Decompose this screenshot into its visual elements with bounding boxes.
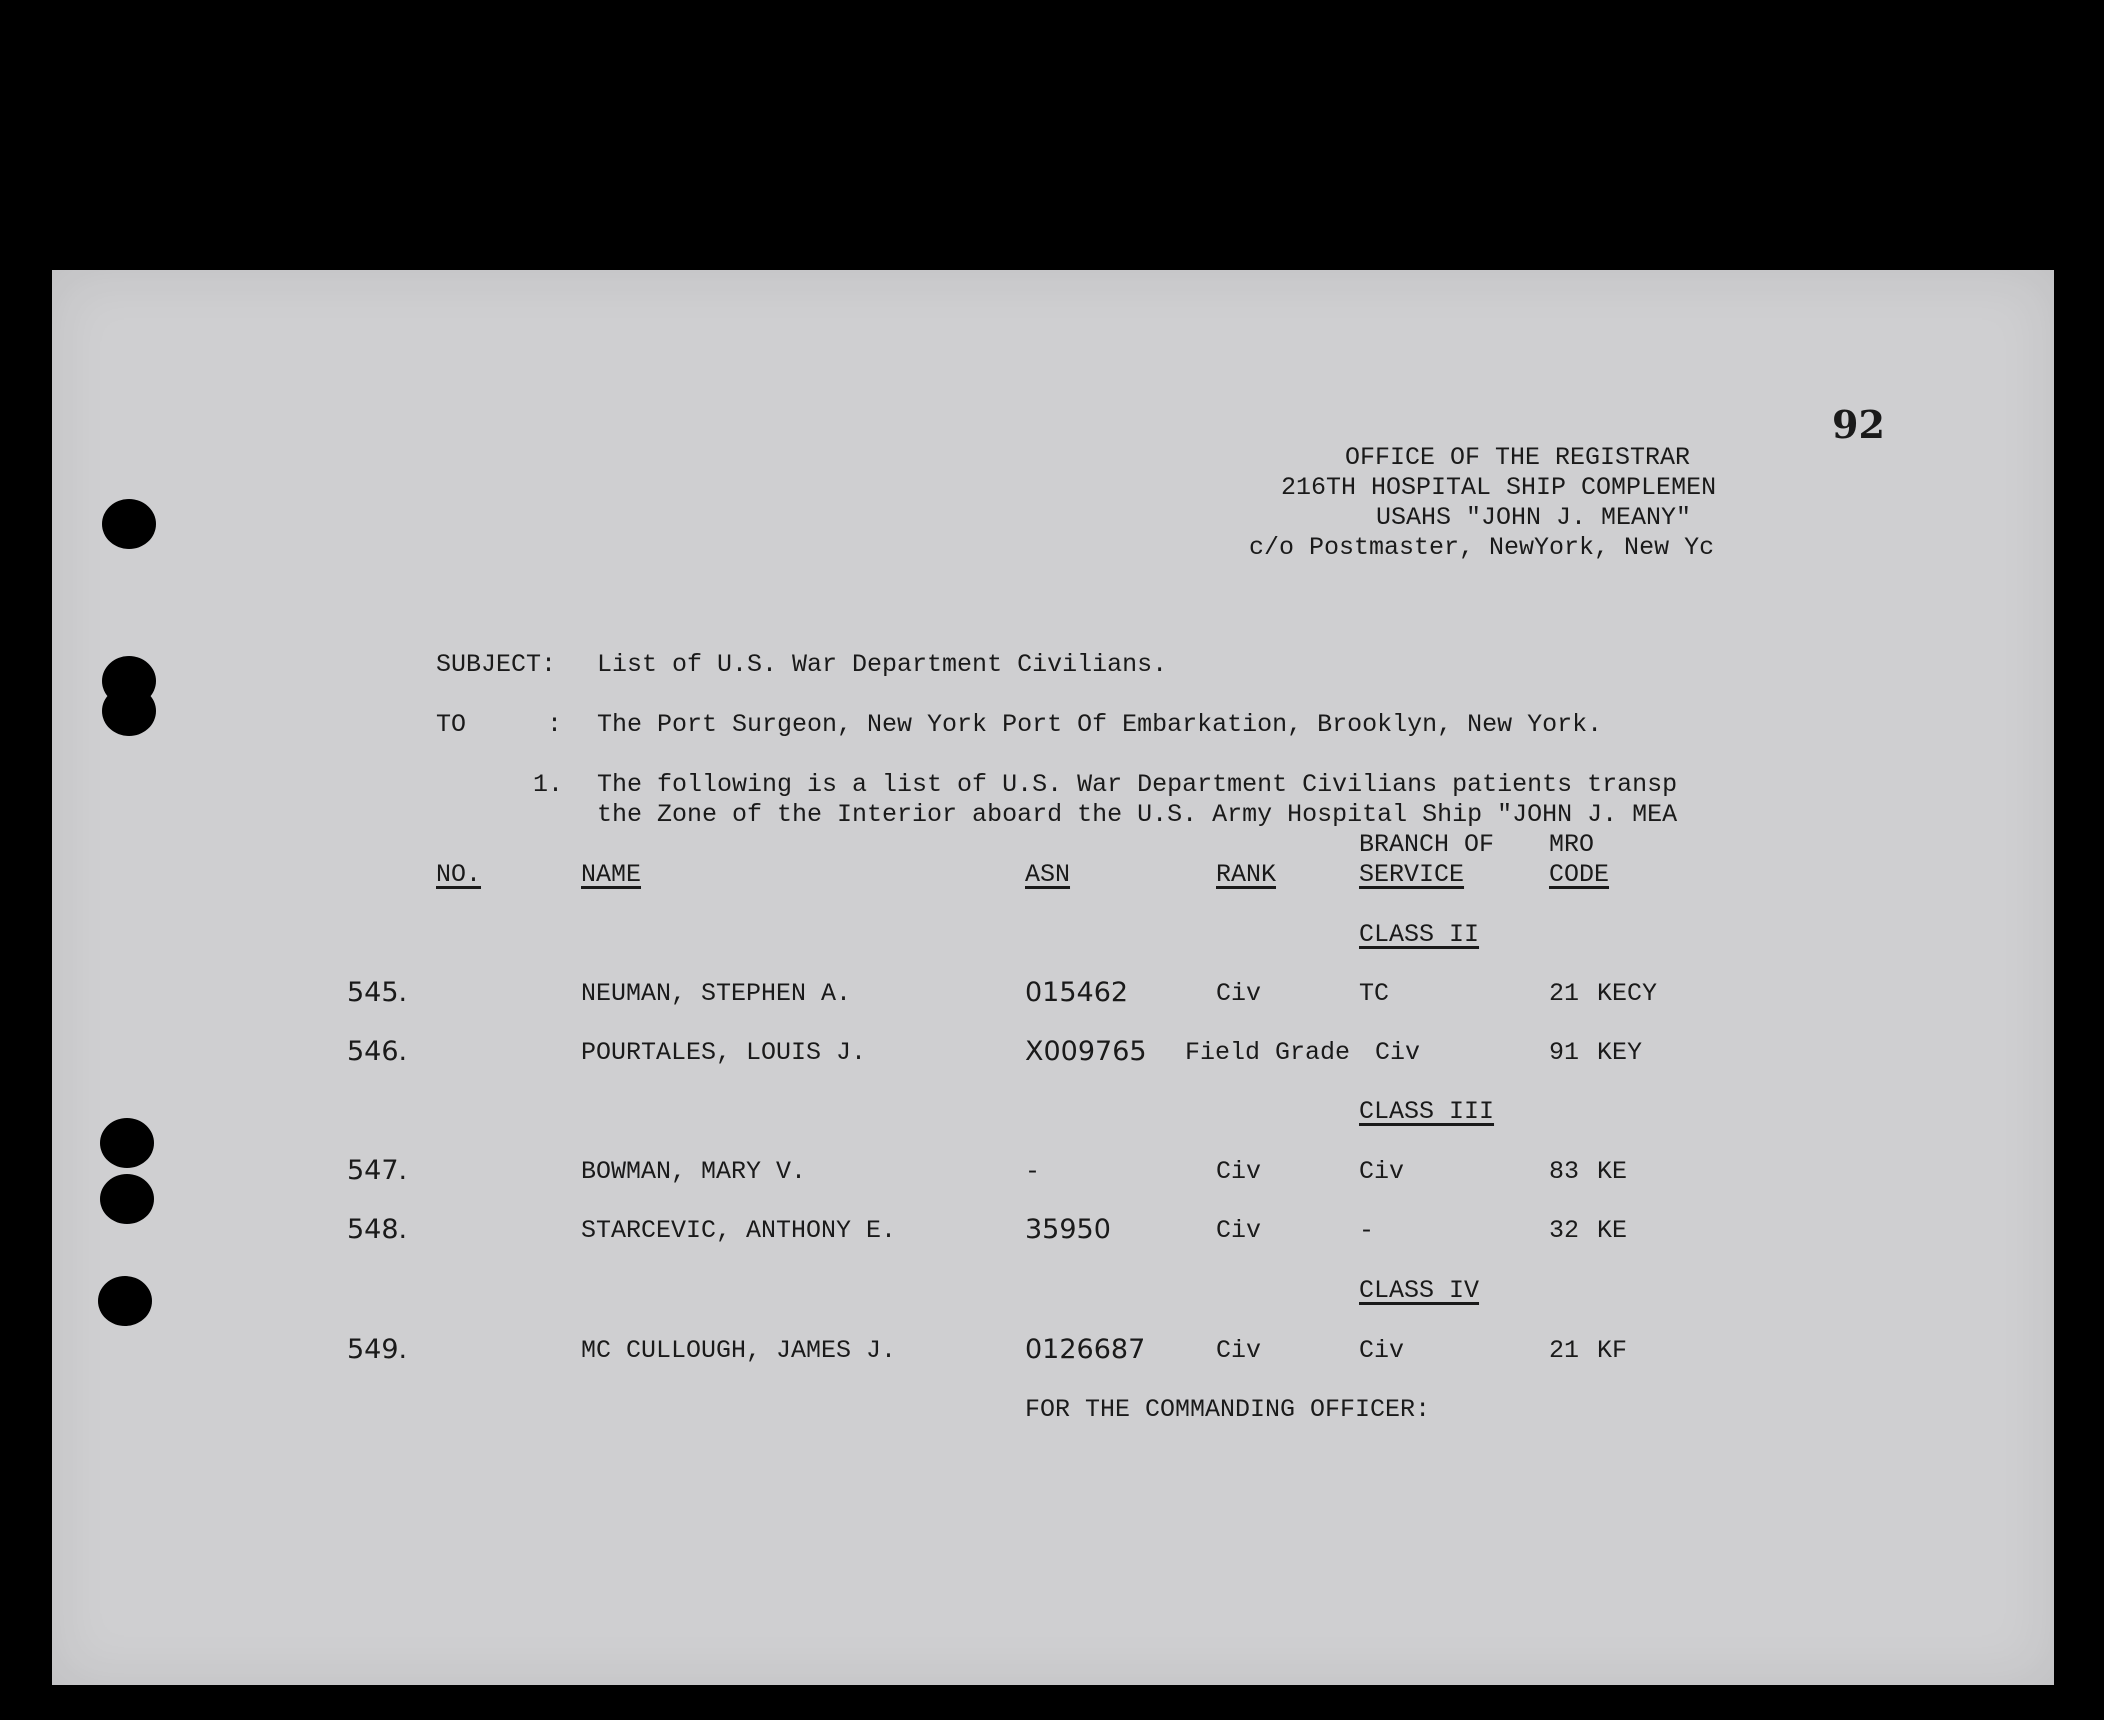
row-name: STARCEVIC, ANTHONY E. — [581, 1216, 897, 1245]
column-header-rank: RANK — [1216, 860, 1277, 889]
column-header-mro-bottom: CODE — [1549, 860, 1610, 889]
binder-hole — [100, 1174, 154, 1224]
paragraph-line-2: the Zone of the Interior aboard the U.S. Army Hospital Ship "JOHN J. MEA — [597, 800, 1678, 829]
subject-text: List of U.S. War Department Civilians. — [597, 650, 1168, 679]
class-heading: CLASS II — [1359, 920, 1480, 949]
letterhead-line-4: c/o Postmaster, NewYork, New Yc — [1249, 533, 1715, 562]
row-code: 91 — [1549, 1038, 1580, 1067]
paragraph-number: 1. — [533, 770, 564, 799]
subject-label: SUBJECT: — [436, 650, 557, 679]
binder-hole — [98, 1276, 152, 1326]
row-name: POURTALES, LOUIS J. — [581, 1038, 867, 1067]
column-header-no: NO. — [436, 860, 482, 889]
to-colon: : — [547, 710, 563, 739]
row-asn: 35950 — [1025, 1214, 1111, 1245]
binder-hole — [102, 499, 156, 549]
column-header-name: NAME — [581, 860, 642, 889]
row-asn: 015462 — [1025, 977, 1129, 1008]
letterhead-line-3: USAHS "JOHN J. MEANY" — [1376, 503, 1692, 532]
class-heading: CLASS IV — [1359, 1276, 1480, 1305]
row-number: 549. — [347, 1334, 408, 1365]
row-code: 32 — [1549, 1216, 1580, 1245]
paragraph-line-1: The following is a list of U.S. War Department Civilians patients transp — [597, 770, 1678, 799]
column-header-branch-top: BRANCH OF — [1359, 830, 1495, 859]
row-branch: Civ — [1375, 1038, 1421, 1067]
column-header-asn: ASN — [1025, 860, 1071, 889]
row-name: NEUMAN, STEPHEN A. — [581, 979, 852, 1008]
row-rank: Civ — [1216, 1336, 1262, 1365]
row-mro: KEY — [1597, 1038, 1643, 1067]
row-mro: KE — [1597, 1157, 1628, 1186]
row-number: 545. — [347, 977, 408, 1008]
row-mro: KF — [1597, 1336, 1628, 1365]
row-rank: Field Grade — [1185, 1038, 1351, 1067]
row-number: 547. — [347, 1155, 408, 1186]
row-branch: Civ — [1359, 1336, 1405, 1365]
row-branch: - — [1359, 1216, 1375, 1245]
row-name: MC CULLOUGH, JAMES J. — [581, 1336, 897, 1365]
row-mro: KE — [1597, 1216, 1628, 1245]
row-asn: 0126687 — [1025, 1334, 1146, 1365]
row-rank: Civ — [1216, 1216, 1262, 1245]
row-code: 21 — [1549, 1336, 1580, 1365]
class-heading: CLASS III — [1359, 1097, 1495, 1126]
binder-hole — [100, 1118, 154, 1168]
page-number: 92 — [1832, 402, 1885, 447]
column-header-mro-top: MRO — [1549, 830, 1595, 859]
row-branch: TC — [1359, 979, 1390, 1008]
row-rank: Civ — [1216, 1157, 1262, 1186]
row-code: 83 — [1549, 1157, 1580, 1186]
letterhead-line-2: 216TH HOSPITAL SHIP COMPLEMEN — [1281, 473, 1717, 502]
letterhead-line-1: OFFICE OF THE REGISTRAR — [1345, 443, 1691, 472]
to-label: TO — [436, 710, 467, 739]
row-asn: - — [1025, 1157, 1041, 1186]
row-code: 21 — [1549, 979, 1580, 1008]
row-branch: Civ — [1359, 1157, 1405, 1186]
row-mro: KECY — [1597, 979, 1658, 1008]
column-header-branch-bottom: SERVICE — [1359, 860, 1465, 889]
binder-hole — [102, 686, 156, 736]
closing-line: FOR THE COMMANDING OFFICER: — [1025, 1395, 1431, 1424]
row-asn: X009765 — [1025, 1036, 1147, 1067]
to-text: The Port Surgeon, New York Port Of Embarkation, Brooklyn, New York. — [597, 710, 1603, 739]
row-number: 546. — [347, 1036, 408, 1067]
row-rank: Civ — [1216, 979, 1262, 1008]
document-page — [52, 270, 2054, 1685]
row-number: 548. — [347, 1214, 408, 1245]
row-name: BOWMAN, MARY V. — [581, 1157, 807, 1186]
